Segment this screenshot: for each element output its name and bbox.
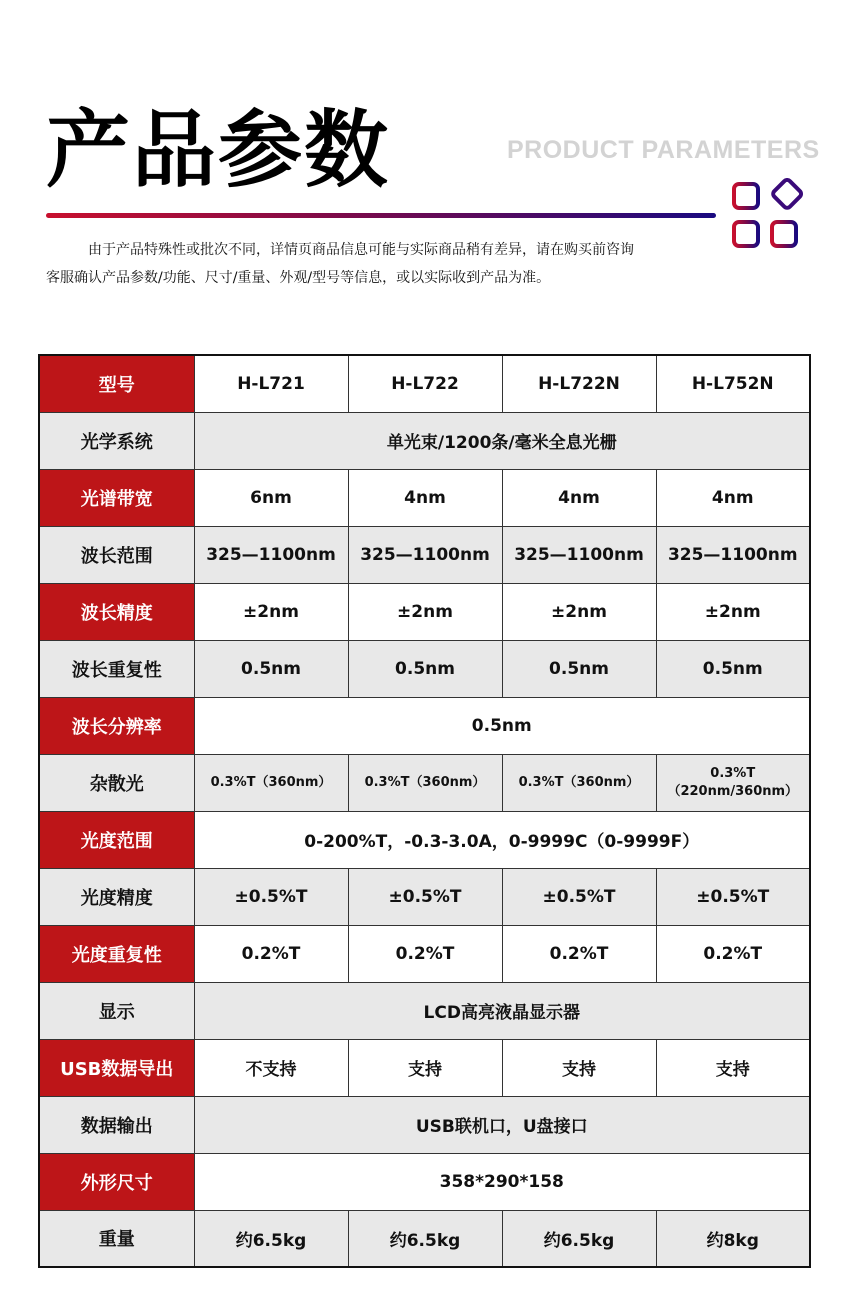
cell-line-1: 0.3%T	[710, 765, 756, 781]
row-label: 外形尺寸	[39, 1153, 194, 1210]
notice-line-1: 由于产品特殊性或批次不同，详情页商品信息可能与实际商品稍有差异，请在购买前咨询	[88, 242, 634, 258]
table-row-weight	[39, 1210, 810, 1267]
cell: 325—1100nm	[348, 526, 502, 583]
row-label: USB数据导出	[39, 1039, 194, 1096]
page-subtitle-english: PRODUCT PARAMETERS	[507, 136, 820, 164]
four-squares-grid-icon	[728, 178, 808, 254]
cell: 325—1100nm	[194, 526, 348, 583]
row-label: 波长精度	[39, 583, 194, 640]
cell: 0.2%T	[194, 925, 348, 982]
merged-cell: LCD高亮液晶显示器	[194, 982, 810, 1039]
cell: 325—1100nm	[502, 526, 656, 583]
merged-cell: 358*290*158	[194, 1153, 810, 1210]
spec-table	[38, 354, 811, 1268]
table-row-model	[39, 355, 810, 412]
cell: 0.2%T	[656, 925, 810, 982]
cell: ±2nm	[194, 583, 348, 640]
merged-cell: 0.5nm	[194, 697, 810, 754]
cell: 不支持	[194, 1039, 348, 1096]
table-row-data-output	[39, 1096, 810, 1153]
cell: 0.3%T（360nm）	[194, 754, 348, 811]
table-row-usb-export	[39, 1039, 810, 1096]
cell: 4nm	[502, 469, 656, 526]
row-label: 光度范围	[39, 811, 194, 868]
table-row-wavelength-accuracy	[39, 583, 810, 640]
cell: H-L722N	[502, 355, 656, 412]
cell: ±0.5%T	[194, 868, 348, 925]
cell: 0.5nm	[194, 640, 348, 697]
cell: ±2nm	[656, 583, 810, 640]
row-label: 光度精度	[39, 868, 194, 925]
row-label: 光学系统	[39, 412, 194, 469]
cell: 约6.5kg	[502, 1210, 656, 1267]
cell: 约8kg	[656, 1210, 810, 1267]
table-row-photometric-accuracy	[39, 868, 810, 925]
cell: ±0.5%T	[502, 868, 656, 925]
notice-line-2: 客服确认产品参数/功能、尺寸/重量、外观/型号等信息，或以实际收到产品为准。	[46, 270, 551, 286]
title-divider	[46, 213, 716, 218]
row-label: 光谱带宽	[39, 469, 194, 526]
cell: H-L721	[194, 355, 348, 412]
row-label: 数据输出	[39, 1096, 194, 1153]
cell: H-L722	[348, 355, 502, 412]
cell-line-2: （220nm/360nm）	[667, 783, 799, 799]
row-label: 型号	[39, 355, 194, 412]
row-label: 波长分辨率	[39, 697, 194, 754]
cell: 4nm	[348, 469, 502, 526]
row-label: 重量	[39, 1210, 194, 1267]
merged-cell: USB联机口，U盘接口	[194, 1096, 810, 1153]
cell: 0.3%T（360nm）	[502, 754, 656, 811]
row-label: 杂散光	[39, 754, 194, 811]
cell: 0.2%T	[348, 925, 502, 982]
row-label: 波长范围	[39, 526, 194, 583]
table-row-wavelength-range	[39, 526, 810, 583]
cell: 0.2%T	[502, 925, 656, 982]
cell: 6nm	[194, 469, 348, 526]
merged-cell: 0-200%T，-0.3-3.0A，0-9999C（0-9999F）	[194, 811, 810, 868]
cell: ±2nm	[348, 583, 502, 640]
table-row-photometric-repeatability	[39, 925, 810, 982]
table-row-wavelength-repeatability	[39, 640, 810, 697]
cell: 0.5nm	[656, 640, 810, 697]
table-row-bandwidth	[39, 469, 810, 526]
row-label: 光度重复性	[39, 925, 194, 982]
merged-cell: 单光束/1200条/毫米全息光栅	[194, 412, 810, 469]
cell: 4nm	[656, 469, 810, 526]
disclaimer-notice	[46, 236, 726, 292]
cell: 约6.5kg	[194, 1210, 348, 1267]
page-title: 产品参数	[46, 101, 391, 199]
cell: 约6.5kg	[348, 1210, 502, 1267]
row-label: 显示	[39, 982, 194, 1039]
cell	[656, 754, 810, 811]
cell: 支持	[656, 1039, 810, 1096]
table-row-dimensions	[39, 1153, 810, 1210]
cell: 0.5nm	[502, 640, 656, 697]
cell: 325—1100nm	[656, 526, 810, 583]
cell: ±0.5%T	[348, 868, 502, 925]
cell: 0.5nm	[348, 640, 502, 697]
table-row-display	[39, 982, 810, 1039]
cell: 支持	[502, 1039, 656, 1096]
table-row-stray-light	[39, 754, 810, 811]
table-row-optical-system	[39, 412, 810, 469]
table-row-wavelength-resolution	[39, 697, 810, 754]
cell: 支持	[348, 1039, 502, 1096]
table-row-photometric-range	[39, 811, 810, 868]
row-label: 波长重复性	[39, 640, 194, 697]
cell: ±0.5%T	[656, 868, 810, 925]
cell: H-L752N	[656, 355, 810, 412]
cell: ±2nm	[502, 583, 656, 640]
cell: 0.3%T（360nm）	[348, 754, 502, 811]
